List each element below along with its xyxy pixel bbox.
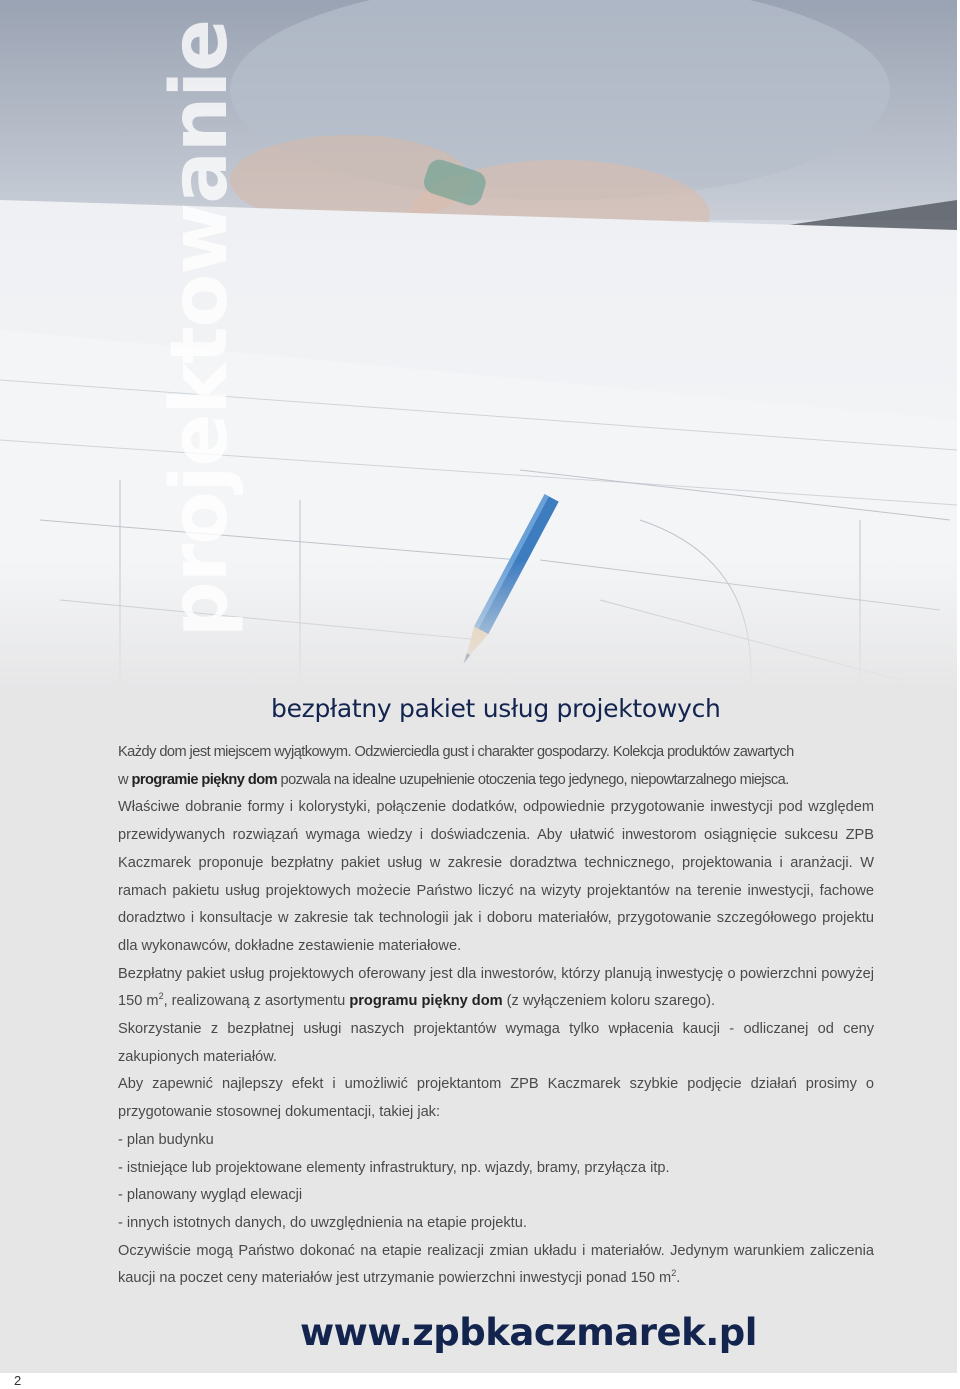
offer-text-c: (z wyłączeniem koloru szarego). xyxy=(502,993,716,1010)
offer-superscript: 2 xyxy=(158,991,164,1002)
paragraph-conditions xyxy=(118,1238,874,1293)
architectural-plans-illustration xyxy=(0,0,957,690)
page-number: 2 xyxy=(14,1373,22,1388)
paragraph-deposit: Skorzystanie z bezpłatnej usługi naszych projektantów wymaga tylko wpłacenia kaucji - odliczanej od ceny zakupionych materiałów. xyxy=(118,1021,874,1065)
paragraph-offer xyxy=(118,961,874,1016)
conditions-superscript: 2 xyxy=(671,1268,677,1279)
list-item: - plan budynku xyxy=(118,1131,214,1148)
offer-text-b: , realizowaną z asortymentu xyxy=(163,993,350,1010)
list-item: - innych istotnych danych, do uwzględnienia na etapie projektu. xyxy=(118,1214,527,1231)
conditions-text-b: . xyxy=(676,1270,681,1287)
intro-line-2b: pozwala na idealne uzupełnienie otoczenia tego jedynego, niepowtarzalnego miejsca. xyxy=(277,771,789,788)
website-link[interactable]: www.zpbkaczmarek.pl xyxy=(300,1311,757,1354)
paragraph-intro xyxy=(118,739,874,794)
program-name-bold: programie piękny dom xyxy=(131,771,278,788)
offer-text-a: Bezpłatny pakiet usług projektowych oferowany jest dla inwestorów, którzy planują inwestycję o powierzchni powyżej 150 m xyxy=(118,965,874,1010)
conditions-text-a: Oczywiście mogą Państwo dokonać na etapie realizacji zmian układu i materiałów. Jedynym warunkiem zaliczenia kaucji na poczet ceny materiałów jest utrzymanie powierzchni inwestycji ponad 150 m xyxy=(118,1242,874,1287)
header-photo xyxy=(0,0,957,690)
page-heading: bezpłatny pakiet usług projektowych xyxy=(271,694,721,723)
list-item: - istniejące lub projektowane elementy infrastruktury, np. wjazdy, bramy, przyłącza itp. xyxy=(118,1159,670,1176)
paragraph-documents: Aby zapewnić najlepszy efekt i umożliwić projektantom ZPB Kaczmarek szybkie podjęcie działań prosimy o przygotowanie stosownej dokumentacji, takiej jak: xyxy=(118,1076,874,1121)
body-text xyxy=(118,739,874,1293)
intro-line-2a: w xyxy=(118,771,132,788)
intro-line-1: Każdy dom jest miejscem wyjątkowym. Odzwierciedla gust i charakter gospodarzy. Kolekcja produktów zawartych xyxy=(118,744,794,760)
offer-program-bold: programu piękny dom xyxy=(349,993,503,1010)
paragraph-services: Właściwe dobranie formy i kolorystyki, połączenie dodatków, odpowiednie przygotowanie inwestycji pod względem przewidywanych rozwiązań wymaga wiedzy i doświadczenia. Aby ułatwić inwestorom osiągnięcie sukcesu ZPB Kaczmarek proponuje bezpłatny pakiet usług w zakresie doradztwa technicznego, projektowania i aranżacji. W ramach pakietu usług projektowych możecie Państwo liczyć na wizyty projektantów na terenie inwestycji, fachowe doradztwo i konsultacje w zakresie tak technologii jak i doboru materiałów, przygotowanie szczegółowego projektu dla wykonawców, dokładne zestawienie materiałowe. xyxy=(118,799,874,954)
vertical-section-title: projektowanie xyxy=(155,20,245,638)
list-item: - planowany wygląd elewacji xyxy=(118,1187,303,1204)
